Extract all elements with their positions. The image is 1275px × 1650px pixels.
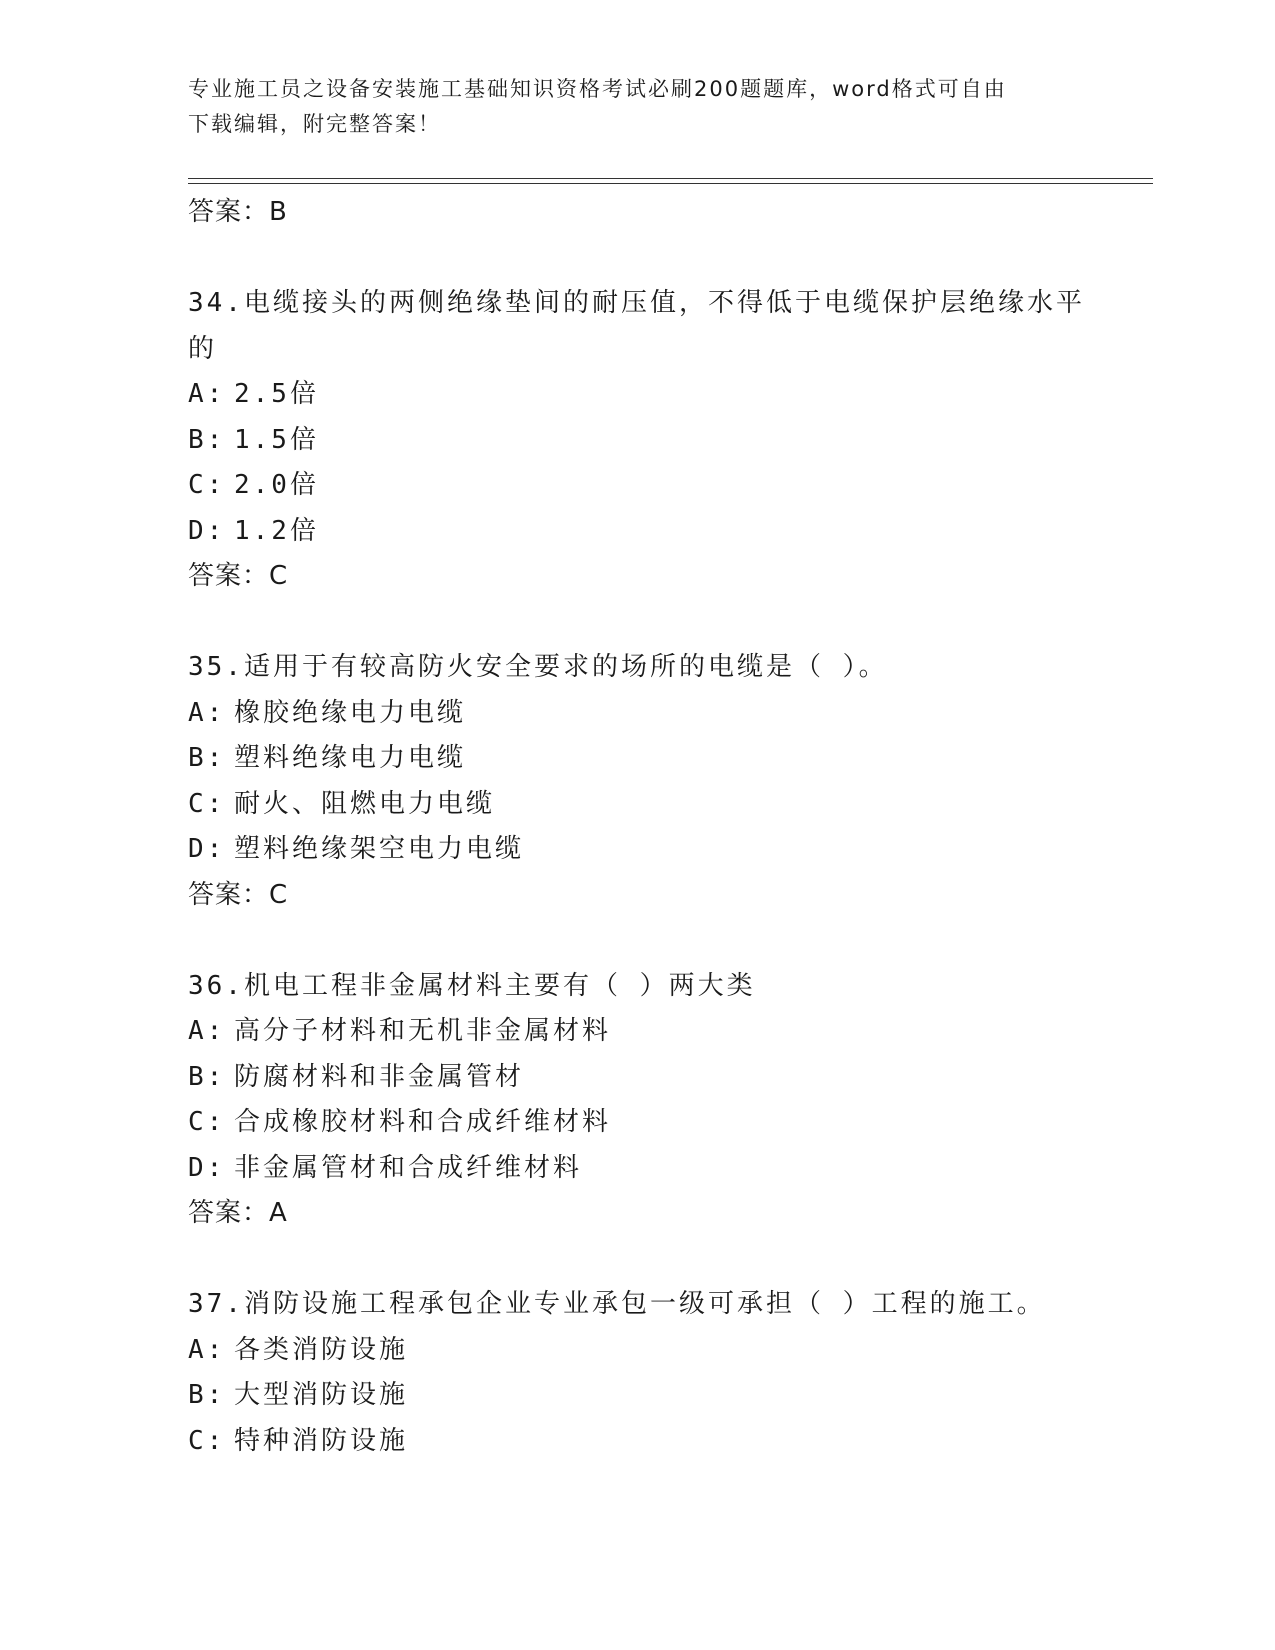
answer: 答案：C [188, 561, 289, 591]
option-b [188, 736, 1088, 782]
question-34 [188, 281, 1088, 600]
answer: 答案：A [188, 1198, 288, 1228]
option-b [188, 1373, 1088, 1419]
option-c [188, 782, 1088, 828]
question-stem: 36.机电工程非金属材料主要有（ ）两大类 [188, 970, 756, 1001]
option-text: 各类消防设施 [234, 1334, 409, 1365]
option-d [188, 1146, 1088, 1192]
spacer [188, 236, 1088, 282]
answer: 答案：C [188, 879, 289, 910]
option-label: A: [188, 1016, 226, 1046]
option-label: B: [188, 1061, 226, 1092]
option-text: 1.2倍 [234, 515, 319, 546]
question-stem: 37.消防设施工程承包企业专业承包一级可承担（ ）工程的施工。 [188, 1289, 1046, 1319]
question-36 [188, 964, 1088, 1237]
option-label: C: [188, 1107, 226, 1137]
header-line-1: 专业施工员之设备安装施工基础知识资格考试必刷200题题库，word格式可自由 [188, 77, 1007, 101]
option-label: D: [188, 834, 226, 864]
option-text: 塑料绝缘架空电力电缆 [234, 834, 525, 864]
spacer [188, 918, 1088, 964]
option-label: D: [188, 1152, 226, 1183]
question-list [188, 190, 1088, 1464]
option-label: A: [188, 379, 226, 409]
spacer [188, 600, 1088, 646]
option-text: 特种消防设施 [234, 1425, 409, 1456]
option-text: 1.5倍 [234, 424, 319, 455]
option-label: D: [188, 515, 226, 546]
option-a [188, 691, 1088, 737]
option-a [188, 1328, 1088, 1374]
question-stem-continued: 的 [188, 333, 218, 364]
option-text: 2.5倍 [234, 379, 319, 409]
header-line-2: 下载编辑，附完整答案！ [188, 112, 441, 136]
option-label: A: [188, 697, 226, 728]
option-label: C: [188, 1425, 226, 1456]
header-divider-top [188, 178, 1153, 179]
option-label: C: [188, 470, 226, 500]
question-37 [188, 1282, 1088, 1464]
option-d [188, 827, 1088, 873]
option-label: B: [188, 743, 226, 773]
option-text: 合成橡胶材料和合成纤维材料 [234, 1107, 612, 1137]
option-text: 大型消防设施 [234, 1380, 409, 1410]
option-b [188, 418, 1088, 464]
option-text: 耐火、阻燃电力电缆 [234, 788, 496, 819]
option-b [188, 1055, 1088, 1101]
option-d [188, 509, 1088, 555]
option-label: C: [188, 788, 226, 819]
previous-answer: 答案：B [188, 197, 288, 227]
option-text: 橡胶绝缘电力电缆 [234, 697, 467, 728]
option-c [188, 1419, 1088, 1465]
option-label: B: [188, 424, 226, 455]
option-c [188, 1100, 1088, 1146]
option-a [188, 1009, 1088, 1055]
spacer [188, 1237, 1088, 1283]
question-35 [188, 645, 1088, 918]
option-label: B: [188, 1380, 226, 1410]
question-stem: 34.电缆接头的两侧绝缘垫间的耐压值，不得低于电缆保护层绝缘水平 [188, 288, 1085, 318]
option-c [188, 463, 1088, 509]
option-text: 2.0倍 [234, 470, 319, 500]
option-a [188, 372, 1088, 418]
header-divider-bottom [188, 183, 1153, 184]
option-label: A: [188, 1334, 226, 1365]
option-text: 非金属管材和合成纤维材料 [234, 1152, 583, 1183]
document-header [188, 72, 1068, 142]
option-text: 高分子材料和无机非金属材料 [234, 1016, 612, 1046]
question-stem: 35.适用于有较高防火安全要求的场所的电缆是（ ）。 [188, 652, 888, 682]
option-text: 塑料绝缘电力电缆 [234, 743, 467, 773]
option-text: 防腐材料和非金属管材 [234, 1061, 525, 1092]
